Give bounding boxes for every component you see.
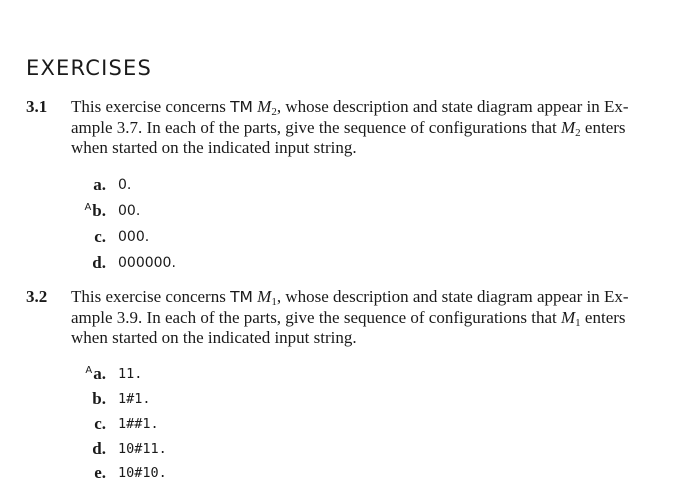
description-line-1: This exercise concerns TM $M_2$, whose description and state diagram appear in Ex- (71, 97, 629, 118)
list-item (0, 173, 700, 197)
list-item (0, 225, 700, 249)
list-item (0, 437, 700, 461)
part-value: 10#11. (118, 441, 167, 457)
list-item (0, 412, 700, 436)
part-label: b. (92, 389, 106, 408)
list-item (0, 387, 700, 411)
list-item (0, 362, 700, 386)
part-label: $^A$a. (85, 364, 106, 383)
description-line-3: when started on the indicated input string. (71, 328, 357, 347)
part-value: 0. (118, 177, 132, 193)
exercise-description (71, 287, 675, 349)
part-value: 1#1. (118, 391, 151, 407)
list-item (0, 199, 700, 223)
list-item (0, 461, 700, 485)
part-label: e. (94, 463, 106, 482)
description-line-2: ample 3.7. In each of the parts, give the sequence of configurations that $M_2$ enters (71, 117, 626, 139)
part-label: $^A$b. (84, 201, 106, 220)
part-value: 10#10. (118, 465, 167, 481)
section-heading: EXERCISES (26, 56, 153, 80)
description-line-2: ample 3.9. In each of the parts, give the sequence of configurations that $M_1$ enters (71, 307, 626, 329)
exercise-description (71, 97, 675, 159)
part-label: c. (94, 227, 106, 246)
exercise-number: 3.1 (26, 97, 48, 116)
part-label: c. (94, 414, 106, 433)
part-value: 000. (118, 229, 150, 245)
description-line-3: when started on the indicated input string. (71, 138, 357, 157)
part-value: 1##1. (118, 416, 159, 432)
part-label: d. (92, 253, 106, 272)
part-label: a. (93, 175, 106, 194)
part-value: 11. (118, 366, 143, 382)
part-value: 000000. (118, 255, 176, 271)
part-label: d. (92, 439, 106, 458)
description-line-1: This exercise concerns TM $M_1$, whose description and state diagram appear in Ex- (71, 287, 629, 308)
part-value: 00. (118, 203, 141, 219)
list-item (0, 251, 700, 275)
exercise-number: 3.2 (26, 287, 48, 306)
